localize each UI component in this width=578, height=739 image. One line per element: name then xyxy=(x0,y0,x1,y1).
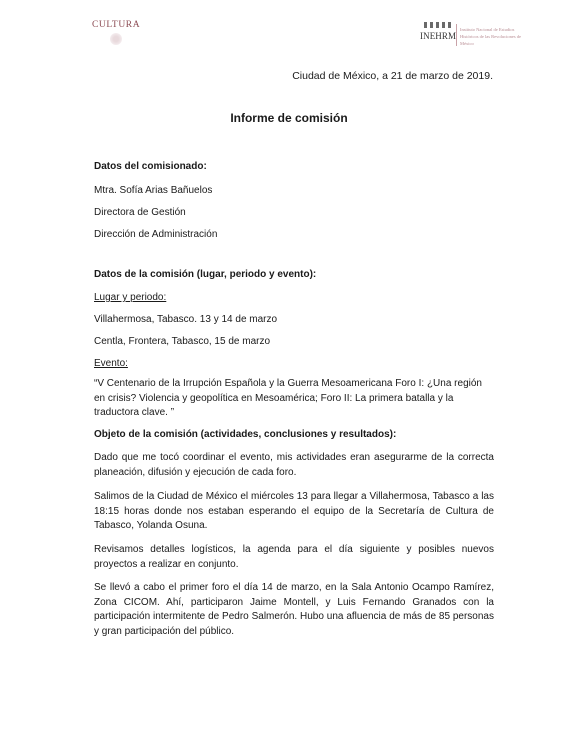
cultura-emblem-icon xyxy=(110,33,122,45)
document-title: Informe de comisión xyxy=(230,111,348,125)
place-period-line-1: Villahermosa, Tabasco. 13 y 14 de marzo xyxy=(94,314,278,325)
event-label: Evento: xyxy=(94,358,128,369)
inehrm-logo-name: INEHRM xyxy=(420,31,457,41)
objective-paragraph-3: Revisamos detalles logísticos, la agenda para el día siguiente y posibles nuevos proyectos a realizar en conjunto. xyxy=(94,544,494,570)
objective-paragraph-4: Se llevó a cabo el primer foro el día 14 de marzo, en la Sala Antonio Ocampo Ramírez, Zona CICOM. Ahí, participaron Jaime Montell, y Luis Fernando Granados con la participación intermitente de Pedro Salmerón. Hubo una afluencia de más de 85 personas y gran participación del público. xyxy=(94,582,494,637)
event-text: “V Centenario de la Irrupción Española y la Guerra Mesoamericana Foro I: ¿Una región en crisis? Violencia y geopolítica en Mesoamérica; Foro II: La primera batalla y la traductora clave. ” xyxy=(94,378,482,418)
place-period-line-2: Centla, Frontera, Tabasco, 15 de marzo xyxy=(94,336,271,347)
inehrm-logo-tagline: Instituto Nacional de Estudios Históricos de las Revoluciones de México xyxy=(460,27,521,46)
cultura-logo xyxy=(92,20,140,45)
columns-icon xyxy=(424,22,451,28)
cultura-logo-text: CULTURA xyxy=(92,20,141,30)
logo-divider xyxy=(456,24,457,46)
commissioned-area: Dirección de Administración xyxy=(94,229,218,240)
commissioned-name: Mtra. Sofía Arias Bañuelos xyxy=(94,185,213,196)
objective-heading: Objeto de la comisión (actividades, conclusiones y resultados): xyxy=(94,429,397,440)
place-period-label: Lugar y periodo: xyxy=(94,292,167,303)
objective-paragraph-1: Dado que me tocó coordinar el evento, mis actividades eran asegurarme de la correcta planeación, difusión y ejecución de cada foro. xyxy=(94,452,494,478)
objective-paragraph-2: Salimos de la Ciudad de México el miércoles 13 para llegar a Villahermosa, Tabasco a las 18:15 horas donde nos estaban esperando el equipo de la Secretaría de Cultura de Tabasco, Yolanda Osuna. xyxy=(94,491,494,531)
inehrm-logo xyxy=(420,22,530,48)
document-date: Ciudad de México, a 21 de marzo de 2019. xyxy=(292,70,493,82)
commissioned-position: Directora de Gestión xyxy=(94,207,186,218)
commission-heading: Datos de la comisión (lugar, periodo y evento): xyxy=(94,269,317,280)
commissioned-heading: Datos del comisionado: xyxy=(94,161,207,172)
